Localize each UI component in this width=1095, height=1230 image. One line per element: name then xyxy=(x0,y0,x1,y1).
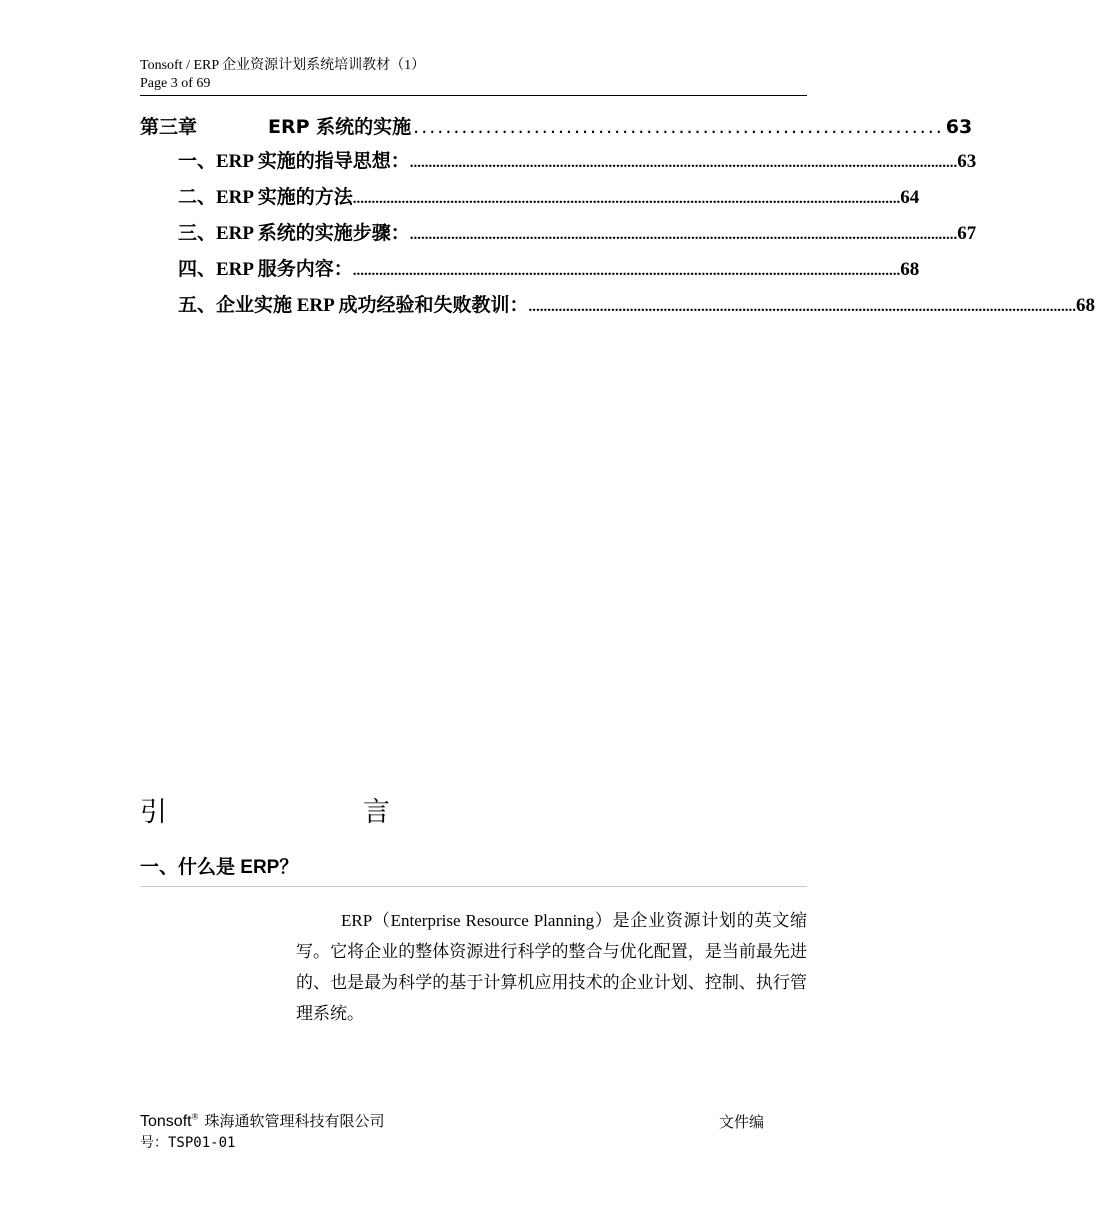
toc-entry-page: 64 xyxy=(900,187,920,208)
toc-dot-leader: .................................................................................................................................................. xyxy=(352,191,901,207)
footer-doc-label: 文件编 xyxy=(719,1113,765,1131)
toc-entry-title: 一、ERP 实施的指导思想： xyxy=(178,151,410,172)
registered-mark: ® xyxy=(191,1111,199,1122)
toc-dot-leader: .................................................................................................................................................. xyxy=(409,227,958,243)
intro-title-char-2: 言 xyxy=(363,797,390,828)
toc-entry-title: 三、ERP 系统的实施步骤： xyxy=(178,223,410,244)
toc-entry-page: 63 xyxy=(957,151,977,172)
section-divider xyxy=(140,886,807,887)
body-paragraph: ERP（Enterprise Resource Planning）是企业资源计划的英文缩写。它将企业的整体资源进行科学的整合与优化配置，是当前最先进的、也是最为科学的基于计算机应用技术的企业计划、控制、执行管理系统。 xyxy=(296,911,807,1023)
toc-entry[interactable] xyxy=(178,293,1095,320)
toc-entry[interactable] xyxy=(178,257,920,284)
section-heading: 一、什么是 ERP？ xyxy=(140,857,299,878)
footer-company xyxy=(140,1110,384,1133)
toc-dot-leader: .................................................................................................................................................. xyxy=(528,299,1076,315)
toc-chapter-entry[interactable] xyxy=(140,114,973,140)
toc-entry[interactable] xyxy=(178,185,920,212)
toc-entry-page: 68 xyxy=(1075,295,1095,316)
toc-dot-leader: .................................................................. xyxy=(413,116,944,138)
footer-company-name: 珠海通软管理科技有限公司 xyxy=(204,1112,385,1130)
toc-chapter-number: 第三章 xyxy=(140,116,198,138)
toc-dot-leader: .................................................................................................................................................. xyxy=(409,155,958,171)
toc-dot-leader: .................................................................................................................................................. xyxy=(352,263,901,279)
toc-chapter-page: 63 xyxy=(945,116,973,138)
toc-entry-title: 二、ERP 实施的方法 xyxy=(178,187,353,208)
toc-chapter-title: ERP 系统的实施 xyxy=(268,116,412,138)
header-title: Tonsoft / ERP 企业资源计划系统培训教材（1） xyxy=(140,58,426,73)
header-page-number: Page 3 of 69 xyxy=(140,76,211,91)
toc-entry-page: 67 xyxy=(957,223,977,244)
toc-entry[interactable] xyxy=(178,149,977,176)
page-header xyxy=(140,57,807,93)
toc-entry-title: 四、ERP 服务内容： xyxy=(178,259,353,280)
toc-entry-page: 68 xyxy=(900,259,920,280)
footer-doc-number: 号：TSP01-01 xyxy=(140,1135,236,1151)
toc-entry[interactable] xyxy=(178,221,977,248)
toc-entry-title: 五、企业实施 ERP 成功经验和失败教训： xyxy=(178,295,529,316)
footer-brand: Tonsoft xyxy=(140,1113,192,1130)
intro-title-char-1: 引 xyxy=(140,797,167,828)
header-divider xyxy=(140,95,807,96)
